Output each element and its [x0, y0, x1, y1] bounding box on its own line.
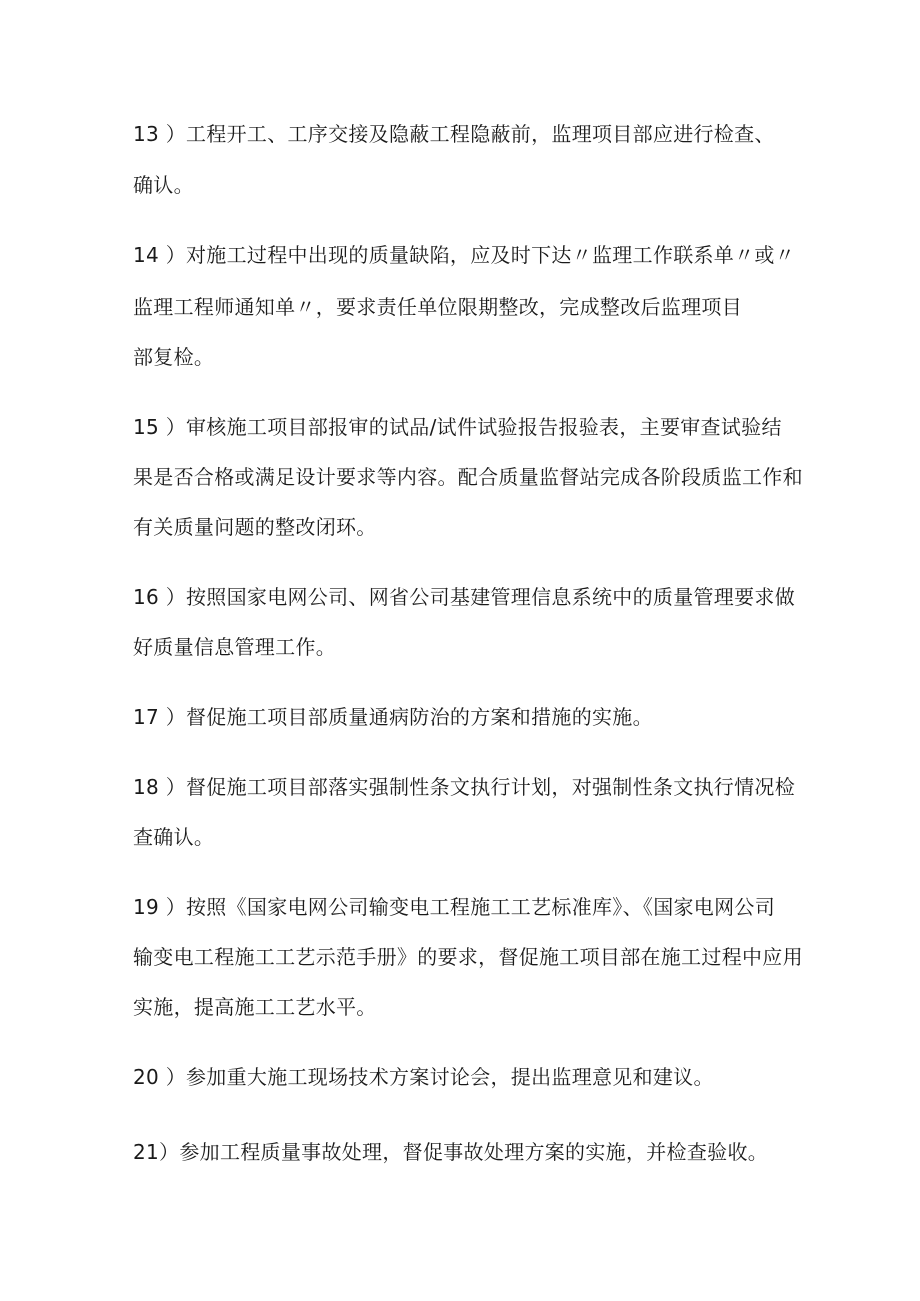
- item-15-line-3: 有关质量问题的整改闭环。: [133, 515, 377, 539]
- item-19-line-3: 实施，提高施工工艺水平。: [133, 995, 377, 1019]
- item-16-line-1: 16 ）按照国家电网公司、网省公司基建管理信息系统中的质量管理要求做: [133, 585, 796, 609]
- item-14-line-2: 监理工程师通知单〃，要求责任单位限期整改，完成整改后监理项目: [133, 295, 742, 319]
- item-18-line-2: 查确认。: [133, 825, 215, 849]
- item-16-line-2: 好质量信息管理工作。: [133, 635, 336, 659]
- item-21-line-1: 21）参加工程质量事故处理，督促事故处理方案的实施，并检查验收。: [133, 1140, 769, 1164]
- item-17-line-1: 17 ）督促施工项目部质量通病防治的方案和措施的实施。: [133, 705, 653, 729]
- item-13-line-1: 13 ）工程开工、工序交接及隐蔽工程隐蔽前，监理项目部应进行检查、: [133, 122, 775, 146]
- item-20-line-1: 20 ）参加重大施工现场技术方案讨论会，提出监理意见和建议。: [133, 1065, 714, 1089]
- item-15-line-2: 果是否合格或满足设计要求等内容。配合质量监督站完成各阶段质监工作和: [133, 465, 803, 489]
- item-15-line-1: 15 ）审核施工项目部报审的试品/试件试验报告报验表，主要审查试验结: [133, 415, 782, 439]
- item-14-line-3: 部复检。: [133, 345, 215, 369]
- item-13-line-2: 确认。: [133, 173, 194, 197]
- item-19-line-1: 19 ）按照《国家电网公司输变电工程施工工艺标准库》、《国家电网公司: [133, 895, 776, 919]
- item-14-line-1: 14 ）对施工过程中出现的质量缺陷，应及时下达〃监理工作联系单〃或〃: [133, 243, 796, 267]
- item-19-line-2: 输变电工程施工工艺示范手册》的要求，督促施工项目部在施工过程中应用: [133, 945, 803, 969]
- item-18-line-1: 18 ）督促施工项目部落实强制性条文执行计划，对强制性条文执行情况检: [133, 775, 796, 799]
